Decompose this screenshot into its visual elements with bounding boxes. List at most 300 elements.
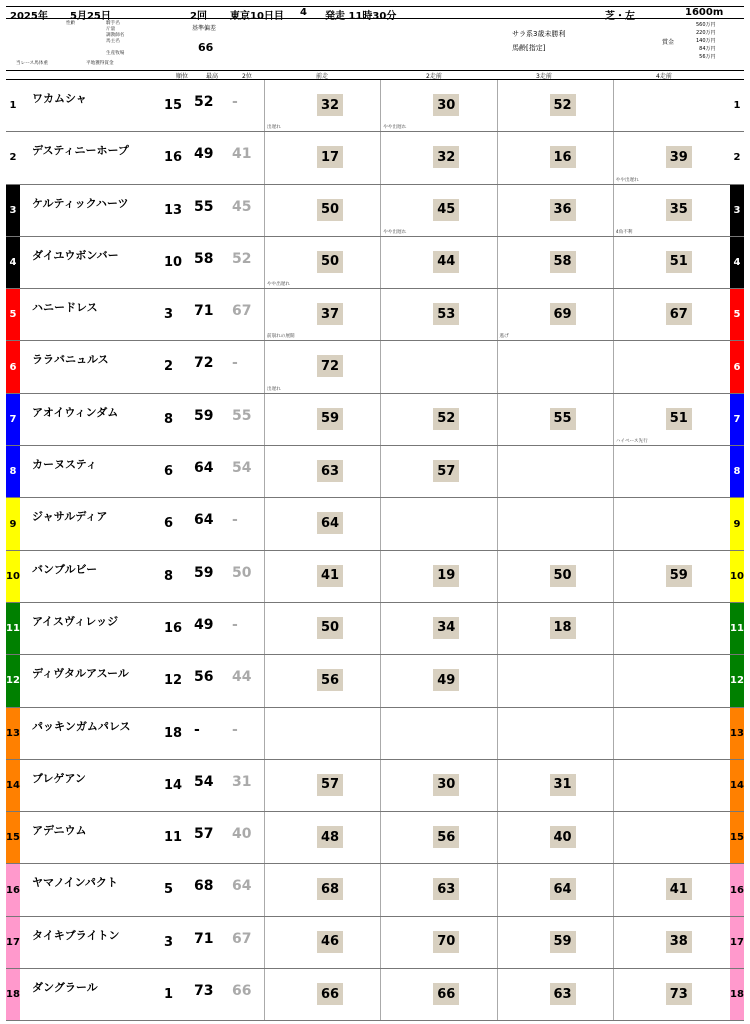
- horse-row[interactable]: [6, 289, 744, 341]
- horse-name[interactable]: デスティニーホープ: [32, 144, 129, 158]
- rank: 18: [164, 725, 183, 741]
- best-score: 55: [194, 198, 214, 215]
- run-score: 63: [433, 878, 459, 900]
- run-score: 38: [666, 931, 692, 953]
- rank: 3: [164, 934, 174, 950]
- past-run: [613, 80, 729, 131]
- horse-name[interactable]: アイスヴィレッジ: [32, 614, 119, 628]
- run-score: 50: [317, 199, 343, 221]
- rank: 12: [164, 673, 183, 689]
- horse-info: [22, 969, 172, 1020]
- second-score: 64: [232, 878, 252, 895]
- run-score: 63: [317, 460, 343, 482]
- rank: 8: [164, 411, 174, 427]
- horse-name[interactable]: アデニウム: [32, 824, 87, 838]
- horse-name[interactable]: ダングラール: [32, 981, 98, 995]
- past-run: [380, 917, 496, 968]
- past-runs: [264, 237, 729, 288]
- run-note: やや出遅れ: [267, 282, 290, 288]
- run-score: [550, 722, 576, 744]
- horse-number: 9: [6, 498, 20, 549]
- horse-number-right: 10: [730, 551, 744, 602]
- past-run: [380, 655, 496, 706]
- rank: 16: [164, 620, 183, 636]
- horse-info: [22, 289, 172, 340]
- past-runs: [264, 185, 729, 236]
- run-score: [666, 460, 692, 482]
- horse-info: [22, 760, 172, 811]
- past-run: [264, 760, 380, 811]
- past-run: [264, 969, 380, 1020]
- horse-name[interactable]: バンブルビー: [32, 562, 98, 576]
- run-score: 19: [433, 565, 459, 587]
- horse-row[interactable]: [6, 655, 744, 707]
- horse-info: [22, 394, 172, 445]
- run-score: 56: [317, 669, 343, 691]
- second-score: 45: [232, 198, 252, 215]
- past-run: [264, 864, 380, 915]
- run-score: 18: [550, 617, 576, 639]
- prize-label: 賞金: [662, 39, 675, 46]
- horse-info: [22, 603, 172, 654]
- past-runs: [264, 341, 729, 392]
- past-run: [613, 969, 729, 1020]
- past-runs: [264, 917, 729, 968]
- past-run: [497, 80, 613, 131]
- horse-number-right: 2: [730, 132, 744, 183]
- horse-row[interactable]: [6, 446, 744, 498]
- run-score: 44: [433, 251, 459, 273]
- horse-number: 10: [6, 551, 20, 602]
- horse-row[interactable]: [6, 760, 744, 812]
- horse-number: 12: [6, 655, 20, 706]
- run-score: 70: [433, 931, 459, 953]
- horse-number-right: 4: [730, 237, 744, 288]
- rank: 13: [164, 202, 183, 218]
- past-run: [264, 80, 380, 131]
- horse-name[interactable]: ダイユウボンバー: [32, 248, 119, 262]
- horse-row[interactable]: [6, 185, 744, 237]
- past-run: [264, 237, 380, 288]
- start-time: 発走 11時30分: [325, 11, 397, 22]
- horse-row[interactable]: [6, 708, 744, 760]
- run-score: 40: [550, 826, 576, 848]
- rank: 16: [164, 150, 183, 166]
- date: 5月25日: [70, 11, 111, 22]
- run-score: 41: [317, 565, 343, 587]
- second-score: 66: [232, 983, 252, 1000]
- past-run: [380, 864, 496, 915]
- past-runs: [264, 864, 729, 915]
- horse-row[interactable]: [6, 864, 744, 916]
- horse-row[interactable]: [6, 394, 744, 446]
- second-score: 67: [232, 930, 252, 947]
- run-score: 55: [550, 408, 576, 430]
- run-score: 32: [433, 146, 459, 168]
- run-note: ハイペース先行: [615, 439, 648, 445]
- rank: 10: [164, 254, 183, 270]
- run-score: 57: [317, 774, 343, 796]
- round: 2回: [190, 11, 207, 22]
- past-run: [264, 289, 380, 340]
- race-header: [6, 6, 744, 22]
- prize: 560万円: [696, 22, 716, 28]
- past-run: [264, 917, 380, 968]
- second-score: 40: [232, 826, 252, 843]
- run-score: 69: [550, 303, 576, 325]
- past-run: [613, 864, 729, 915]
- run-score: 67: [666, 303, 692, 325]
- column-headers: [6, 71, 744, 80]
- second-score: 44: [232, 669, 252, 686]
- past-run: [264, 132, 380, 183]
- past-run: [497, 498, 613, 549]
- past-run: [380, 185, 496, 236]
- cond-label: 基準偏差: [192, 25, 217, 32]
- horse-name[interactable]: パッキンガムパレス: [32, 719, 131, 733]
- prize: 84万円: [699, 46, 716, 52]
- past-run: [380, 969, 496, 1020]
- best-score: -: [194, 721, 200, 738]
- best-score: 71: [194, 303, 214, 320]
- horse-number: 18: [6, 969, 20, 1020]
- horse-info: [22, 132, 172, 183]
- run-score: 30: [433, 94, 459, 116]
- surface: 芝・左: [605, 11, 635, 22]
- run-score: [666, 617, 692, 639]
- rank: 2: [164, 359, 174, 375]
- run-score: [666, 669, 692, 691]
- horse-row[interactable]: [6, 341, 744, 393]
- horse-number-right: 1: [730, 80, 744, 131]
- horse-row[interactable]: [6, 132, 744, 184]
- run-score: 17: [317, 146, 343, 168]
- second-score: -: [232, 616, 238, 633]
- run-score: 50: [550, 565, 576, 587]
- rank: 15: [164, 98, 183, 113]
- run-score: 31: [550, 774, 576, 796]
- run-score: 59: [666, 565, 692, 587]
- second-score: -: [232, 94, 238, 110]
- horse-number: 5: [6, 289, 20, 340]
- past-runs: [264, 812, 729, 863]
- horse-name[interactable]: カーヌスティ: [32, 458, 97, 472]
- run-score: 59: [317, 408, 343, 430]
- best-score: 49: [194, 616, 214, 633]
- past-runs: [264, 394, 729, 445]
- run-score: 66: [433, 983, 459, 1005]
- horse-row[interactable]: [6, 917, 744, 969]
- horse-number-right: 3: [730, 185, 744, 236]
- best-score: 57: [194, 826, 214, 843]
- race-class: サラ系3歳未勝利: [512, 30, 566, 38]
- run-score: [317, 722, 343, 744]
- horse-name[interactable]: ジャサルディア: [32, 510, 108, 524]
- horse-number-right: 13: [730, 708, 744, 759]
- run-score: [550, 460, 576, 482]
- rank: 11: [164, 830, 183, 846]
- horse-name[interactable]: ディヴタルアスール: [32, 667, 129, 681]
- best-score: 52: [194, 94, 214, 110]
- run-score: 37: [317, 303, 343, 325]
- run-score: 35: [666, 199, 692, 221]
- best-score: 73: [194, 983, 214, 1000]
- run-note: 逃げ: [499, 334, 509, 340]
- run-score: [550, 669, 576, 691]
- past-run: [497, 655, 613, 706]
- run-score: 34: [433, 617, 459, 639]
- horse-name[interactable]: アオイウィンダム: [32, 405, 119, 419]
- run-score: 48: [317, 826, 343, 848]
- past-run: [497, 603, 613, 654]
- past-run: [497, 708, 613, 759]
- horse-name[interactable]: ケルティックハーツ: [32, 196, 129, 210]
- past-run: [380, 603, 496, 654]
- horse-number-right: 8: [730, 446, 744, 497]
- second-score: 50: [232, 564, 252, 581]
- past-run: [613, 341, 729, 392]
- run-note: 出遅れ: [267, 386, 281, 392]
- past-run: [613, 603, 729, 654]
- run-score: 52: [550, 94, 576, 116]
- legend-label: 馬主名: [106, 39, 120, 44]
- prize: 140万円: [696, 38, 716, 44]
- run-score: 45: [433, 199, 459, 221]
- horse-number-right: 11: [730, 603, 744, 654]
- horse-number-right: 12: [730, 655, 744, 706]
- past-runs: [264, 708, 729, 759]
- run-score: [550, 512, 576, 534]
- horse-number-right: 16: [730, 864, 744, 915]
- past-run: [380, 446, 496, 497]
- horse-name[interactable]: タイキブライトン: [32, 928, 120, 942]
- horse-row[interactable]: [6, 812, 744, 864]
- cond-value: 66: [198, 41, 214, 54]
- past-runs: [264, 603, 729, 654]
- legend-label: 生産牧場: [106, 51, 125, 56]
- horse-info: [22, 708, 172, 759]
- past-run: [497, 341, 613, 392]
- past-run: [264, 708, 380, 759]
- best-score: 68: [194, 878, 214, 895]
- past-runs: [264, 498, 729, 549]
- rank: 14: [164, 777, 183, 793]
- horse-row[interactable]: [6, 603, 744, 655]
- col-header: 順位: [176, 73, 189, 80]
- second-score: -: [232, 721, 238, 738]
- rank: 6: [164, 516, 174, 532]
- run-score: [666, 774, 692, 796]
- horse-name[interactable]: ヤマノインパクト: [32, 876, 118, 890]
- horse-info: [22, 655, 172, 706]
- horse-row[interactable]: [6, 237, 744, 289]
- run-note: 4角不利: [615, 229, 633, 235]
- horse-number-right: 18: [730, 969, 744, 1020]
- second-score: -: [232, 355, 238, 372]
- prize: 56万円: [699, 54, 716, 60]
- horse-info: [22, 551, 172, 602]
- horse-number-right: 17: [730, 917, 744, 968]
- legend-label: 斤量: [106, 27, 116, 32]
- best-score: 71: [194, 930, 214, 947]
- horse-table: [6, 80, 744, 1021]
- best-score: 59: [194, 564, 214, 581]
- past-run: [497, 446, 613, 497]
- past-run: [613, 185, 729, 236]
- past-run: [264, 446, 380, 497]
- run-score: [666, 94, 692, 116]
- run-note: 前崩れの展開: [267, 334, 295, 340]
- past-run: [497, 969, 613, 1020]
- run-note: やや出遅れ: [615, 177, 639, 183]
- best-score: 64: [194, 460, 214, 477]
- horse-number: 1: [6, 80, 20, 131]
- run-score: 66: [317, 983, 343, 1005]
- past-run: [380, 394, 496, 445]
- horse-number: 17: [6, 917, 20, 968]
- past-run: [613, 394, 729, 445]
- past-run: [380, 551, 496, 602]
- horse-number: 11: [6, 603, 20, 654]
- run-score: 73: [666, 983, 692, 1005]
- past-run: [380, 289, 496, 340]
- past-run: [613, 655, 729, 706]
- col-header: 3走前: [536, 73, 552, 80]
- prize: 220万円: [696, 30, 716, 36]
- rank: 5: [164, 882, 174, 898]
- best-score: 56: [194, 669, 214, 686]
- past-run: [497, 394, 613, 445]
- run-note: やや出遅れ: [383, 125, 407, 131]
- run-score: 49: [433, 669, 459, 691]
- second-score: 52: [232, 250, 252, 267]
- run-score: [433, 355, 459, 377]
- run-score: 64: [317, 512, 343, 534]
- horse-name[interactable]: ワカムシャ: [32, 92, 87, 105]
- past-run: [380, 498, 496, 549]
- horse-number-right: 7: [730, 394, 744, 445]
- horse-number: 2: [6, 132, 20, 183]
- horse-number: 15: [6, 812, 20, 863]
- horse-info: [22, 185, 172, 236]
- run-score: 50: [317, 251, 343, 273]
- horse-row[interactable]: [6, 551, 744, 603]
- legend-area: [6, 19, 744, 71]
- past-run: [613, 917, 729, 968]
- best-score: 54: [194, 773, 214, 790]
- past-run: [380, 812, 496, 863]
- past-run: [264, 185, 380, 236]
- horse-row[interactable]: [6, 969, 744, 1021]
- run-score: 53: [433, 303, 459, 325]
- horse-info: [22, 341, 172, 392]
- second-score: 31: [232, 773, 252, 790]
- past-run: [497, 289, 613, 340]
- past-run: [497, 237, 613, 288]
- past-run: [613, 812, 729, 863]
- past-runs: [264, 80, 729, 131]
- horse-name[interactable]: ララバニュルス: [32, 353, 109, 367]
- run-score: 36: [550, 199, 576, 221]
- past-runs: [264, 289, 729, 340]
- run-score: 16: [550, 146, 576, 168]
- horse-number-right: 5: [730, 289, 744, 340]
- run-score: 41: [666, 878, 692, 900]
- horse-number: 6: [6, 341, 20, 392]
- run-score: [666, 722, 692, 744]
- run-score: 51: [666, 408, 692, 430]
- past-run: [613, 289, 729, 340]
- horse-number: 14: [6, 760, 20, 811]
- distance: 1600m: [685, 7, 724, 18]
- past-run: [264, 498, 380, 549]
- horse-name[interactable]: ハニードレス: [32, 301, 98, 315]
- run-score: [433, 512, 459, 534]
- col-header: 前走: [316, 73, 329, 80]
- rank: 3: [164, 307, 174, 323]
- past-runs: [264, 551, 729, 602]
- horse-info: [22, 864, 172, 915]
- horse-info: [22, 80, 172, 131]
- run-score: 59: [550, 931, 576, 953]
- run-score: [550, 355, 576, 377]
- horse-number: 13: [6, 708, 20, 759]
- horse-number-right: 6: [730, 341, 744, 392]
- past-run: [264, 341, 380, 392]
- col-header: 4走前: [656, 73, 672, 80]
- legend-label: 平地獲得賞金: [86, 61, 114, 66]
- past-run: [613, 498, 729, 549]
- horse-row[interactable]: [6, 80, 744, 132]
- rank: 6: [164, 464, 174, 480]
- legend-label: 当レース馬体重: [16, 61, 48, 66]
- rank: 1: [164, 987, 174, 1003]
- past-run: [613, 760, 729, 811]
- best-score: 72: [194, 355, 214, 372]
- past-run: [497, 760, 613, 811]
- col-header: 2走前: [426, 73, 442, 80]
- horse-number: 3: [6, 185, 20, 236]
- best-score: 58: [194, 250, 214, 267]
- past-runs: [264, 446, 729, 497]
- horse-info: [22, 498, 172, 549]
- legend-label: 騎手名: [106, 21, 120, 26]
- run-score: 63: [550, 983, 576, 1005]
- past-run: [613, 237, 729, 288]
- past-run: [264, 603, 380, 654]
- run-score: [433, 722, 459, 744]
- run-score: [666, 512, 692, 534]
- horse-row[interactable]: [6, 498, 744, 550]
- run-score: 64: [550, 878, 576, 900]
- horse-number: 7: [6, 394, 20, 445]
- past-run: [497, 185, 613, 236]
- past-run: [264, 655, 380, 706]
- horse-name[interactable]: ブレゲアン: [32, 771, 86, 785]
- past-run: [497, 812, 613, 863]
- past-run: [497, 132, 613, 183]
- run-score: [666, 355, 692, 377]
- past-run: [613, 446, 729, 497]
- past-run: [613, 132, 729, 183]
- legend-label: 調教師名: [106, 33, 125, 38]
- past-runs: [264, 969, 729, 1020]
- run-score: 52: [433, 408, 459, 430]
- horse-number: 16: [6, 864, 20, 915]
- past-runs: [264, 760, 729, 811]
- run-score: 50: [317, 617, 343, 639]
- run-note: やや出遅れ: [383, 229, 407, 235]
